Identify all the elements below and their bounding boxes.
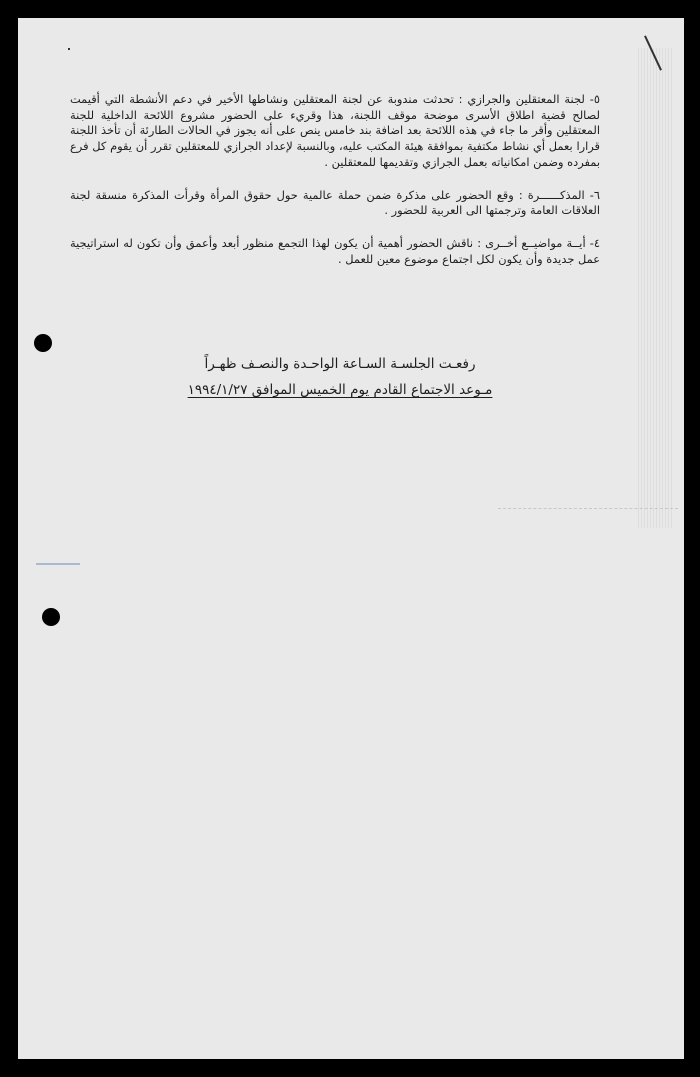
minutes-body [70,92,600,284]
punch-hole-bottom [42,608,60,626]
item-text: أيــة مواضيــع أخــرى : ناقش الحضور أهمية أن يكون لهذا التجمع منظور أبعد وأعمق وأن تكون له استراتيجية عمل جديدة وأن يكون لكل اجتماع موضوع معين للعمل . [70,235,600,266]
item-number: ٦- [589,187,601,202]
closing-block [60,356,620,408]
next-meeting-date: مـوعد الاجتماع القادم يوم الخميس الموافق ١٩٩٤/١/٢٧ [187,382,493,398]
session-adjourned: رفعـت الجلسـة السـاعة الواحـدة والنصـف ظهـراً [204,356,476,372]
item-number: ٤- [589,235,600,250]
item-text: لجنة المعتقلين والجرازي : تحدثت مندوبة عن لجنة المعتقلين ونشاطها الأخير في دعم الأنشطة التي أقيمت لصالح قضية اطلاق الأسرى موضحة موقف اللجنة، هذا وقريء على الحضور مشروع اللائحة الداخلية للجنة المعتقلين وأقر ما جاء في هذه اللائحة بعد اضافة بند خامس ينص على أنه يجوز في الحالات الطارئة أن تأخذ اللجنة قرارا بعمل أي نشاط مكتفية بموافقة هيئة المكتب عليه، وبالنسبة لإعداد الجرازي للمعتقلين تقرر أن يقوم كل فرع بمفرده وضمن امكانياته بعمل الجرازي وتقديمها للمعتقلين . [70,92,600,169]
item-6 [70,188,600,219]
punch-hole-top [34,334,52,352]
item-number: ٥- [589,92,600,106]
scan-speck [68,48,70,50]
ink-mark [36,563,80,565]
item-4 [70,236,600,267]
scan-artifact-edge [638,48,674,528]
scan-artifact-line [498,508,678,510]
item-5 [70,92,600,171]
item-text: المذكــــــرة : وقع الحضور على مذكرة ضمن حملة عالمية حول حقوق المرأة وقرأت المذكرة منسقة لجنة العلاقات العامة وترجمتها الى العربية للحضور . [70,187,600,218]
